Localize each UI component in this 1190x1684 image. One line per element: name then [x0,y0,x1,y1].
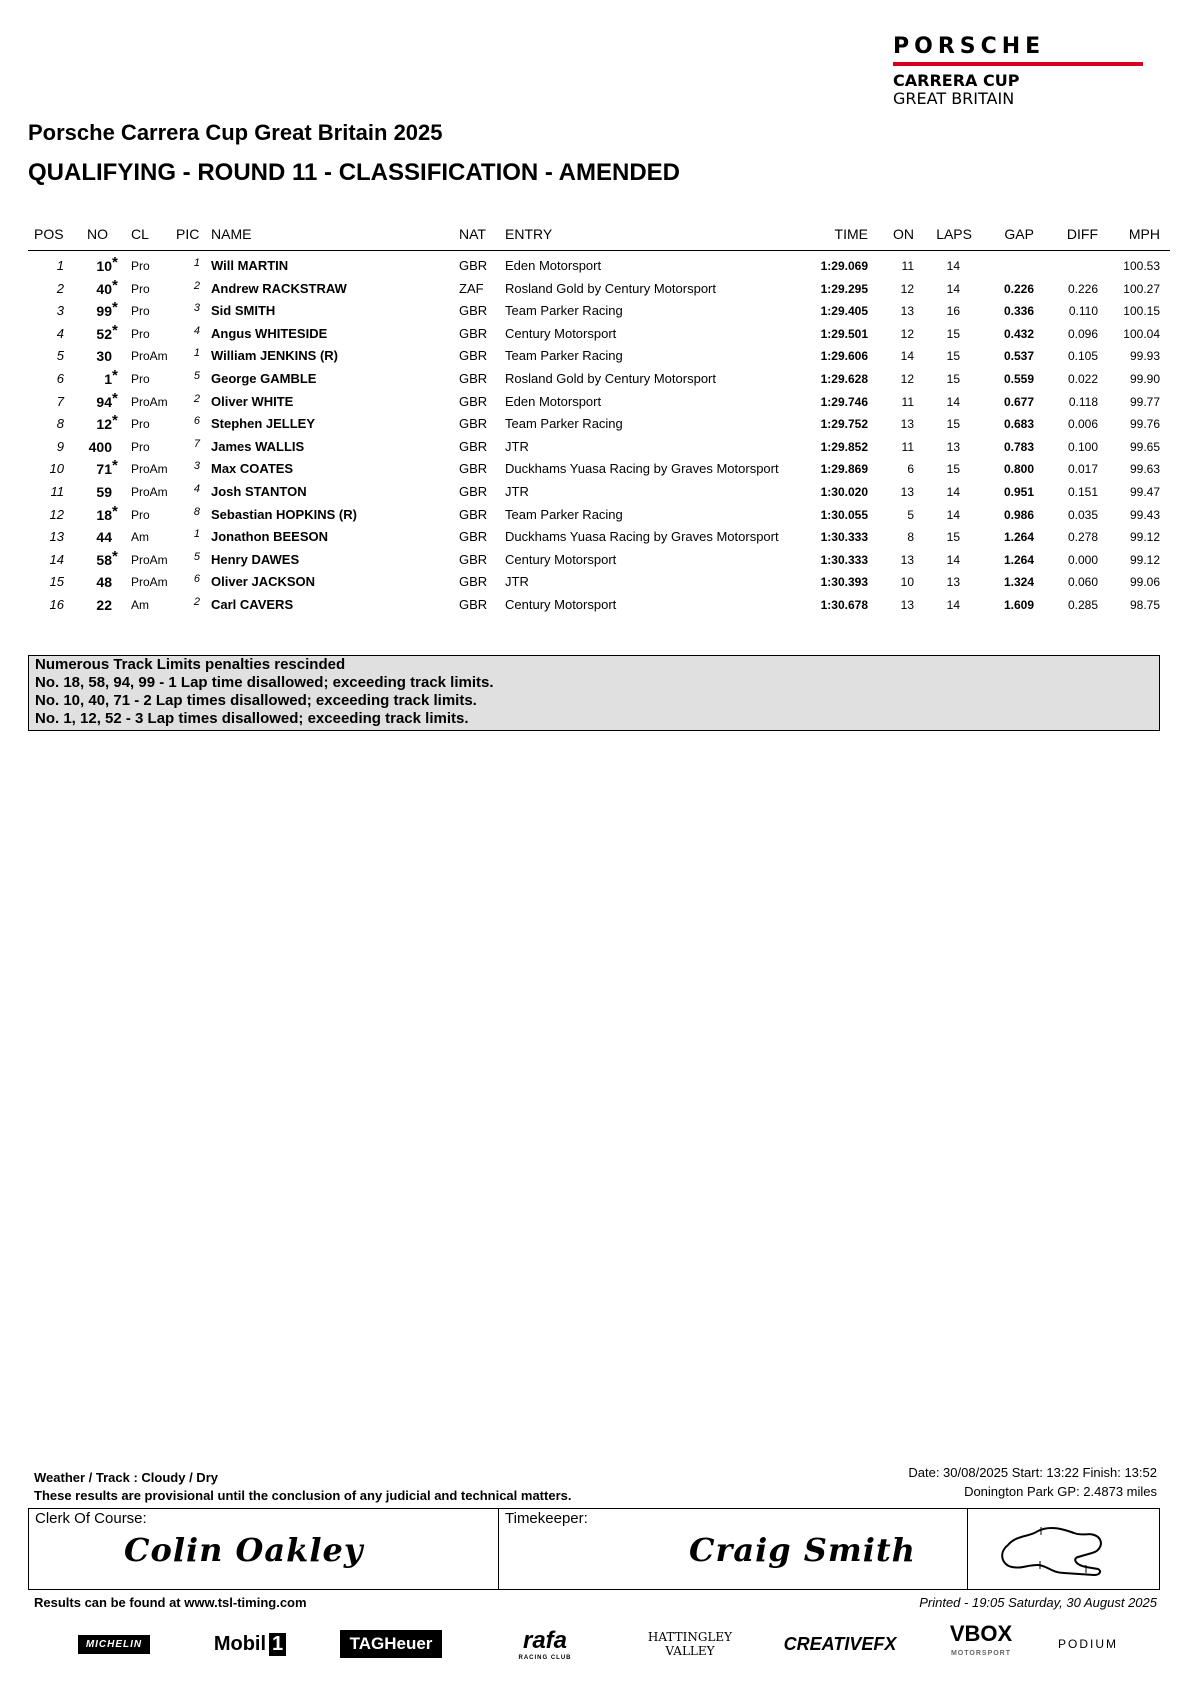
table-row [0,597,1190,619]
cell-pic: 1 [193,257,200,269]
table-header [0,226,1190,246]
cell-time: 1:29.295 [820,281,868,296]
table-row [0,502,1190,529]
cell-mph: 99.63 [1129,462,1160,477]
cell-on: 13 [900,552,914,567]
cell-pic: 4 [193,324,200,337]
cell-nat: GBR [459,258,488,273]
cell-mph: 100.53 [1123,259,1160,273]
cell-pos: 14 [49,551,64,567]
col-header-name: NAME [211,226,252,242]
cell-gap: 1.609 [1003,598,1034,612]
cell-mph: 99.77 [1129,394,1160,409]
cell-entry: Rosland Gold by Century Motorsport [505,371,716,386]
cell-pos: 5 [56,348,64,364]
cell-mph: 99.47 [1129,485,1160,499]
cell-no: 71 [96,461,112,478]
porsche-carrera-cup-logo [893,36,1143,108]
cell-diff: 0.017 [1067,462,1098,477]
cell-mph: 100.15 [1123,304,1160,319]
note-line: No. 10, 40, 71 - 2 Lap times disallowed; exceeding track limits. [35,692,477,709]
cell-nat: GBR [459,461,488,477]
cell-pos: 4 [56,325,64,341]
document-subtitle: QUALIFYING - ROUND 11 - CLASSIFICATION - AMENDED [28,159,681,186]
table-row [0,321,1190,348]
logo-red-bar [893,62,1143,66]
cell-diff: 0.285 [1067,598,1098,612]
cell-diff: 0.110 [1068,304,1098,319]
cell-no: 30 [96,348,112,365]
results-url: Results can be found at www.tsl-timing.com [34,1595,307,1610]
cell-entry: Rosland Gold by Century Motorsport [505,280,716,296]
cell-nat: GBR [459,371,488,386]
cell-laps: 14 [946,507,960,522]
cell-nat: GBR [459,551,488,567]
table-row [0,529,1190,551]
table-row [0,457,1190,483]
cell-time: 1:30.393 [820,575,868,590]
cell-no: 44 [96,529,112,546]
cell-pos: 8 [56,416,64,432]
cell-time: 1:29.501 [820,326,868,341]
cell-time: 1:30.333 [820,530,868,545]
cell-gap: 1.264 [1003,552,1034,567]
cell-gap: 0.537 [1003,349,1034,364]
cell-time: 1:29.852 [820,439,868,454]
cell-laps: 15 [946,372,960,386]
vbox-subtext: MOTORSPORT [950,1650,1012,1657]
cell-mph: 99.12 [1129,552,1160,567]
cell-on: 8 [907,530,914,545]
creativefx-logo [775,1622,905,1666]
cell-pos: 2 [56,280,64,296]
cell-name: Josh STANTON [211,484,307,499]
hattingley-valley-logo [635,1622,745,1666]
cell-pic: 6 [193,573,200,586]
cell-mph: 99.93 [1129,349,1160,364]
cell-on: 12 [900,281,914,296]
michelin-logo [70,1622,158,1666]
podium-logo [1048,1622,1128,1666]
tagheuer-text: TAGHeuer [340,1630,443,1658]
cell-diff: 0.100 [1067,439,1098,454]
cell-entry: Team Parker Racing [505,506,623,522]
cell-laps: 14 [946,259,960,273]
cell-cl: Pro [131,259,150,273]
cell-cl: Pro [131,326,150,341]
cell-cl: Pro [131,304,150,319]
cell-on: 13 [900,598,914,612]
mobil-text: Mobil [213,1632,267,1655]
col-header-diff: DIFF [1066,226,1098,242]
porsche-wordmark: PORSCHE [893,34,1046,59]
timekeeper-signature: Craig Smith [689,1531,916,1569]
cell-name: Oliver WHITE [211,393,294,409]
table-row [0,389,1190,416]
cell-nat: GBR [459,416,488,432]
cell-cl: Pro [131,439,150,454]
cell-time: 1:29.628 [820,372,868,386]
cell-pos: 12 [49,506,64,522]
table-row [0,348,1190,370]
cell-entry: Duckhams Yuasa Racing by Graves Motorsport [505,461,779,477]
cell-pic: 5 [193,370,200,382]
table-row [0,299,1190,325]
cell-no: 400 [88,438,112,455]
cell-nat: GBR [459,597,488,612]
sponsor-bar [70,1622,1130,1666]
cell-gap: 1.324 [1003,575,1034,590]
cell-entry: Eden Motorsport [505,258,602,273]
col-header-on: ON [893,226,914,242]
cell-gap: 0.951 [1003,485,1034,499]
cell-gap: 0.559 [1003,372,1034,386]
cell-star: * [112,254,118,271]
cell-no: 99 [96,303,112,320]
clerk-of-course-cell [29,1509,499,1589]
cell-cl: ProAm [131,394,168,409]
table-row [0,439,1190,461]
cell-cl: Am [131,598,149,612]
cell-on: 5 [907,507,914,522]
cell-on: 11 [901,394,914,409]
cell-mph: 98.75 [1129,598,1160,612]
table-row [0,412,1190,438]
cell-name: George GAMBLE [211,371,317,386]
table-row [0,367,1190,393]
rafa-text: rafa [522,1627,568,1654]
cell-pos: 7 [56,393,64,409]
cell-name: Stephen JELLEY [211,416,316,432]
cell-entry: JTR [505,438,529,454]
cell-gap: 0.226 [1003,281,1034,296]
cell-diff: 0.035 [1067,507,1098,522]
cell-pos: 6 [56,371,64,386]
cell-pic: 1 [193,528,200,541]
cell-gap: 0.800 [1003,462,1034,477]
cell-star: * [112,276,118,294]
cell-laps: 13 [946,439,960,454]
cell-no: 18 [96,506,112,523]
cell-entry: Team Parker Racing [505,303,623,319]
col-header-pos: POS [34,226,64,242]
cell-name: Will MARTIN [211,258,289,273]
cell-time: 1:30.333 [820,552,868,567]
table-row [0,254,1190,280]
cell-laps: 14 [946,598,960,612]
col-header-time: TIME [834,226,868,242]
cell-on: 12 [900,372,914,386]
cell-diff: 0.006 [1067,417,1098,432]
cell-nat: ZAF [459,280,484,296]
cell-star: * [112,457,118,475]
cell-cl: ProAm [131,552,168,567]
logo-line-1: CARRERA CUP [893,71,1020,90]
cell-pos: 1 [56,258,64,273]
track-map-icon [968,1509,1159,1589]
mobil-one-text: 1 [269,1633,286,1656]
table-row [0,547,1190,574]
cell-on: 13 [900,304,914,319]
cell-diff: 0.226 [1067,281,1098,296]
cell-pos: 11 [50,484,64,499]
cell-gap: 0.986 [1003,507,1034,522]
cell-pic: 7 [193,437,200,450]
cell-gap: 0.683 [1003,417,1034,432]
cell-on: 13 [900,417,914,432]
cell-laps: 15 [946,530,960,545]
cell-on: 11 [901,439,914,454]
cell-on: 10 [900,575,914,590]
cell-name: Oliver JACKSON [211,574,316,590]
cell-on: 6 [907,462,914,477]
cell-cl: ProAm [131,575,168,590]
cell-on: 14 [900,349,914,364]
cell-star: * [112,299,118,317]
cell-name: Henry DAWES [211,551,300,567]
clerk-signature: Colin Oakley [124,1531,364,1569]
note-line: No. 18, 58, 94, 99 - 1 Lap time disallowed; exceeding track limits. [35,674,494,691]
cell-diff: 0.278 [1067,530,1098,545]
cell-laps: 14 [946,281,960,296]
cell-diff: 0.151 [1067,485,1098,499]
cell-cl: ProAm [131,462,168,477]
cell-gap: 0.783 [1003,439,1034,454]
signature-box [28,1508,1160,1590]
cell-gap: 1.264 [1003,530,1034,545]
cell-mph: 99.90 [1129,372,1160,386]
cell-laps: 16 [946,304,960,319]
cell-mph: 100.27 [1123,281,1160,296]
cell-no: 58 [96,551,112,568]
cell-diff: 0.060 [1067,575,1098,590]
cell-gap: 0.432 [1003,326,1034,341]
cell-entry: Team Parker Racing [505,348,623,364]
cell-time: 1:30.020 [820,485,868,499]
cell-gap: 0.677 [1003,394,1034,409]
cell-nat: GBR [459,529,488,545]
cell-diff: 0.105 [1067,349,1098,364]
cell-no: 48 [96,574,112,591]
cell-cl: Pro [131,507,150,522]
cell-star: * [112,502,118,520]
cell-mph: 99.12 [1129,530,1160,545]
cell-star: * [112,321,118,339]
col-header-mph: MPH [1128,226,1160,242]
cell-laps: 14 [946,552,960,567]
cell-pic: 2 [193,279,200,292]
cell-name: Sid SMITH [211,303,276,319]
cell-pic: 3 [193,460,200,473]
cell-diff: 0.022 [1067,372,1098,386]
cell-time: 1:30.678 [820,598,868,612]
note-line: No. 1, 12, 52 - 3 Lap times disallowed; exceeding track limits. [35,710,469,727]
cell-no: 22 [96,597,112,613]
col-header-cl: CL [131,226,149,242]
cell-name: Carl CAVERS [211,597,294,612]
cell-time: 1:29.606 [820,349,868,364]
cell-cl: ProAm [131,485,168,499]
col-header-nat: NAT [459,226,486,242]
cell-entry: Century Motorsport [505,551,617,567]
tagheuer-logo [328,1622,454,1666]
session-dateline: Date: 30/08/2025 Start: 13:22 Finish: 13:52 [908,1465,1157,1480]
cell-laps: 13 [946,575,960,590]
table-row [0,484,1190,506]
cell-nat: GBR [459,484,488,499]
vbox-text: VBOX [949,1621,1013,1646]
cell-cl: Pro [131,417,150,432]
cell-pos: 16 [49,597,64,612]
cell-nat: GBR [459,506,488,522]
creativefx-text: CREATIVEFX [783,1633,897,1654]
cell-pic: 5 [193,550,200,563]
cell-entry: Eden Motorsport [505,393,602,409]
cell-name: Jonathon BEESON [211,529,329,545]
cell-entry: Century Motorsport [505,597,617,612]
cell-name: Andrew RACKSTRAW [211,280,347,296]
cell-star: * [112,389,118,407]
cell-nat: GBR [459,325,488,341]
cell-name: Max COATES [211,461,294,477]
cell-cl: Pro [131,372,150,386]
cell-time: 1:29.405 [820,304,868,319]
header-divider [28,250,1170,251]
mobil1-logo [200,1622,300,1666]
col-header-entry: ENTRY [505,226,553,242]
cell-on: 13 [900,485,914,499]
cell-pic: 1 [193,347,200,360]
cell-name: Sebastian HOPKINS (R) [211,506,357,522]
cell-nat: GBR [459,348,488,364]
podium-text: PODIUM [1058,1637,1118,1651]
cell-nat: GBR [459,303,488,319]
rafa-logo [495,1622,595,1666]
cell-mph: 99.76 [1129,417,1160,432]
clerk-label: Clerk Of Course: [35,1510,147,1527]
col-header-pic: PIC [176,226,200,242]
cell-no: 52 [96,325,112,342]
cell-pos: 3 [56,303,64,319]
cell-nat: GBR [459,574,488,590]
col-header-gap: GAP [1004,226,1034,242]
hattingley-text: HATTINGLEY [647,1630,733,1644]
timekeeper-label: Timekeeper: [505,1510,588,1527]
cell-pos: 13 [49,529,64,545]
venue-length: Donington Park GP: 2.4873 miles [964,1484,1157,1499]
cell-mph: 99.06 [1129,575,1160,590]
track-map-cell [968,1509,1159,1589]
cell-mph: 99.65 [1129,439,1160,454]
cell-entry: Century Motorsport [505,325,617,341]
cell-diff: 0.118 [1068,394,1098,409]
cell-pos: 9 [56,438,64,454]
cell-laps: 14 [946,394,960,409]
cell-no: 12 [96,416,112,433]
col-header-laps: LAPS [936,226,972,242]
cell-star: * [112,547,118,565]
penalty-notes-box [28,655,1160,731]
printed-timestamp: Printed - 19:05 Saturday, 30 August 2025 [919,1595,1157,1610]
valley-text: VALLEY [665,1644,715,1658]
cell-pic: 8 [193,505,200,518]
cell-pic: 2 [193,596,200,608]
cell-diff: 0.096 [1067,326,1098,341]
cell-diff: 0.000 [1067,552,1098,567]
cell-mph: 100.04 [1123,326,1160,341]
cell-cl: Pro [131,281,150,296]
cell-star: * [112,367,118,384]
cell-laps: 15 [946,349,960,364]
cell-time: 1:30.055 [820,507,868,522]
provisional-notice: These results are provisional until the conclusion of any judicial and technical matters. [34,1488,572,1503]
cell-laps: 14 [946,485,960,499]
cell-pic: 4 [193,483,200,495]
cell-pic: 2 [193,392,200,405]
cell-nat: GBR [459,393,488,409]
cell-gap: 0.336 [1003,304,1034,319]
cell-entry: Team Parker Racing [505,416,623,432]
cell-laps: 15 [946,326,960,341]
weather-track: Weather / Track : Cloudy / Dry [34,1470,218,1485]
cell-time: 1:29.069 [820,259,868,273]
cell-no: 1 [104,371,112,387]
note-line: Numerous Track Limits penalties rescinded [35,656,346,673]
cell-pic: 6 [193,415,200,428]
cell-name: James WALLIS [211,438,305,454]
cell-star: * [112,412,118,430]
cell-name: Angus WHITESIDE [211,325,328,341]
vbox-motorsport-logo [936,1622,1026,1666]
table-row [0,574,1190,596]
cell-time: 1:29.752 [820,417,868,432]
cell-no: 94 [96,393,112,410]
rafa-subtext: RACING CLUB [518,1655,572,1661]
cell-nat: GBR [459,438,488,454]
cell-laps: 15 [946,417,960,432]
cell-no: 40 [96,280,112,297]
cell-laps: 15 [946,462,960,477]
cell-time: 1:29.869 [820,462,868,477]
timekeeper-cell [499,1509,968,1589]
cell-on: 12 [900,326,914,341]
table-row [0,276,1190,303]
michelin-text: MICHELIN [78,1635,150,1654]
cell-pos: 10 [49,461,64,477]
cell-name: William JENKINS (R) [211,348,339,364]
cell-on: 11 [901,259,914,273]
cell-mph: 99.43 [1129,507,1160,522]
logo-line-2: GREAT BRITAIN [893,89,1015,108]
cell-no: 59 [96,484,112,500]
cell-entry: JTR [505,484,529,499]
cell-time: 1:29.746 [820,394,868,409]
cell-pos: 15 [49,574,64,590]
cell-pic: 3 [193,302,200,315]
cell-cl: ProAm [131,349,168,364]
cell-no: 10 [96,258,112,274]
document-title: Porsche Carrera Cup Great Britain 2025 [28,120,443,145]
cell-cl: Am [131,530,149,545]
cell-entry: Duckhams Yuasa Racing by Graves Motorsport [505,529,779,545]
col-header-no: NO [87,226,108,242]
cell-entry: JTR [505,574,529,590]
